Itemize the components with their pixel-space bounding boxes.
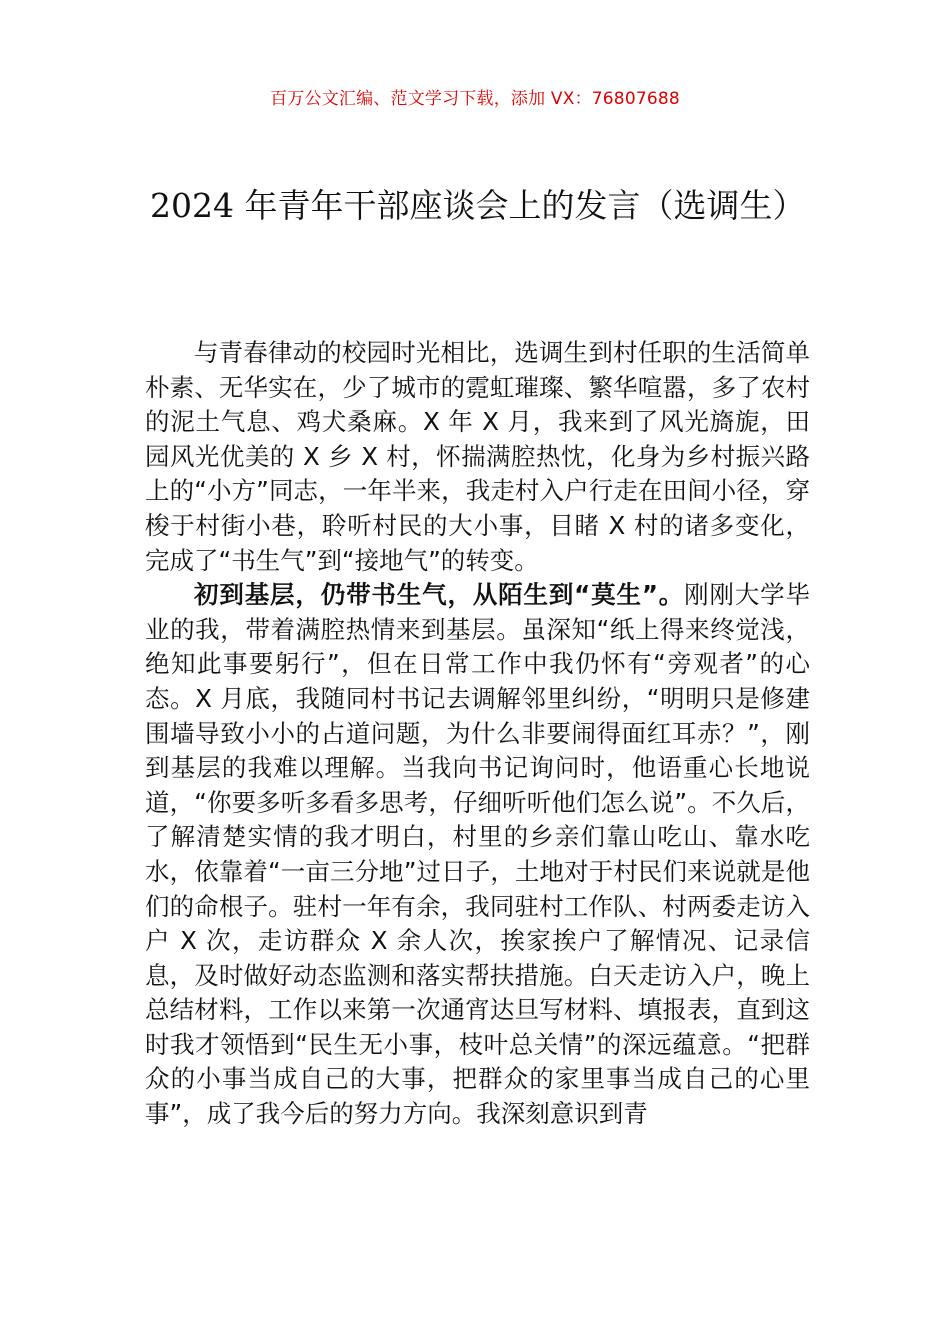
document-body xyxy=(145,336,810,1132)
paragraph-2 xyxy=(145,578,810,1132)
paragraph-2-lead: 初到基层，仍带书生气，从陌生到“莫生”。 xyxy=(194,580,685,610)
paragraph-1 xyxy=(145,336,810,578)
paragraph-1-text: 与青春律动的校园时光相比，选调生到村任职的生活简单朴素、无华实在，少了城市的霓虹璀璨、繁华喧嚣，多了农村的泥土气息、鸡犬桑麻。X 年 X 月，我来到了风光旖旎，田园风光优美的 X 乡 X 村，怀揣满腔热忱，化身为乡村振兴路上的“小方”同志，一年半来，我走村入户行走在田间小径，穿梭于村街小巷，聆听村民的大小事，目睹 X 村的诸多变化，完成了“书生气”到“接地气”的转变。 xyxy=(145,338,810,575)
paragraph-2-text: 刚刚大学毕业的我，带着满腔热情来到基层。虽深知“纸上得来终觉浅，绝知此事要躬行”，但在日常工作中我仍怀有“旁观者”的心态。X 月底，我随同村书记去调解邻里纠纷，“明明只是修建围墙导致小小的占道问题，为什么非要闹得面红耳赤？”，刚到基层的我难以理解。当我向书记询问时，他语重心长地说道，“你要多听多看多思考，仔细听听他们怎么说”。不久后，了解清楚实情的我才明白，村里的乡亲们靠山吃山、靠水吃水，依靠着“一亩三分地”过日子，土地对于村民们来说就是他们的命根子。驻村一年有余，我同驻村工作队、村两委走访入户 X 次，走访群众 X 余人次，挨家挨户了解情况、记录信息，及时做好动态监测和落实帮扶措施。白天走访入户，晚上总结材料，工作以来第一次通宵达旦写材料、填报表，直到这时我才领悟到“民生无小事，枝叶总关情”的深远蕴意。“把群众的小事当成自己的大事，把群众的家里事当成自己的心里事”，成了我今后的努力方向。我深刻意识到青 xyxy=(145,580,811,1129)
document-title: 2024 年青年干部座谈会上的发言（选调生） xyxy=(150,186,806,225)
watermark-banner: 百万公文汇编、范文学习下载，添加 VX：76807688 xyxy=(270,89,680,109)
